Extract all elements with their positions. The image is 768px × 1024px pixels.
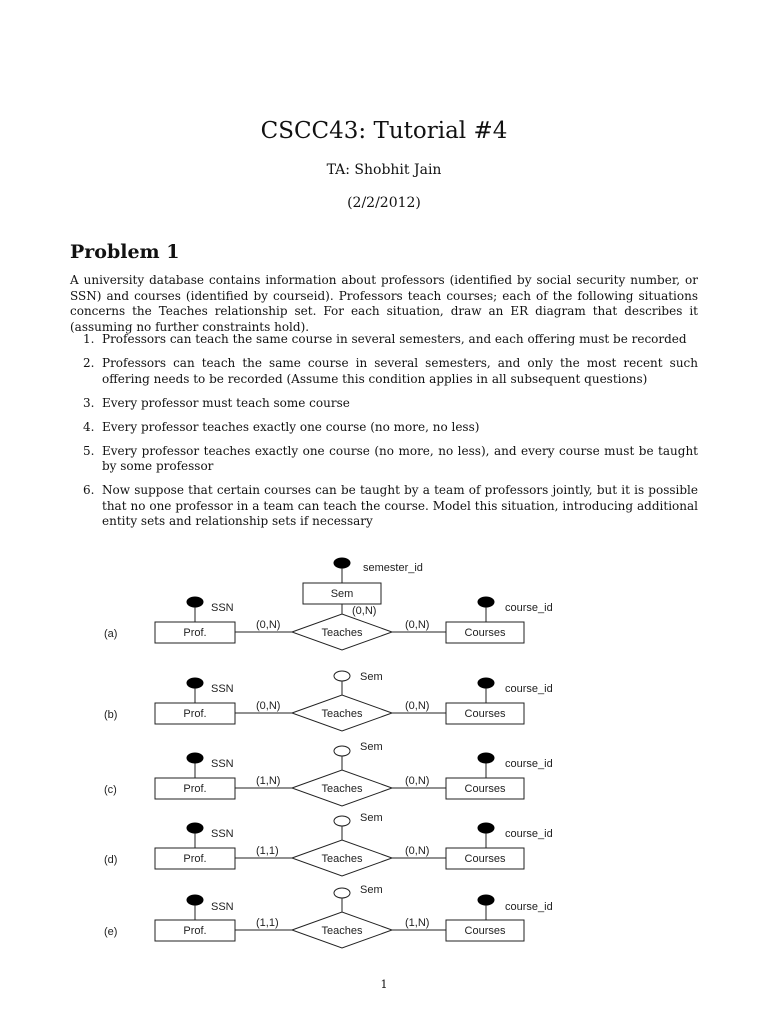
question-item [70,396,698,412]
key-attribute-icon [187,678,203,688]
er-diagram-c [104,741,553,806]
question-number: 4. [83,419,95,434]
question-item [70,483,698,530]
attribute-icon [334,746,350,756]
er-diagram-d [104,812,553,876]
courses-label: Courses [464,925,506,937]
right-cardinality: (0,N) [405,619,430,631]
sem-attribute-label: Sem [360,741,383,753]
sem-attribute-label: Sem [360,812,383,824]
question-text: Professors can teach the same course in several semesters, and only the most recent such offering needs to be recorded (Assume this condition applies in all subsequent questions) [102,356,698,386]
right-cardinality: (0,N) [405,775,430,787]
ssn-label: SSN [211,602,234,614]
key-attribute-icon [334,558,350,568]
attribute-icon [334,816,350,826]
right-cardinality: (1,N) [405,917,430,929]
er-diagram-e [104,884,553,948]
diagram-letter: (e) [104,926,118,938]
courses-label: Courses [464,708,506,720]
question-text: Professors can teach the same course in several semesters, and each offering must be recorded [102,332,687,346]
key-attribute-icon [478,753,494,763]
er-diagrams [0,550,768,960]
key-attribute-icon [478,597,494,607]
question-text: Now suppose that certain courses can be taught by a team of professors jointly, but it is possible that no one professor in a team can teach the course. Model this situation, introducing additional entity sets and relationship sets if necessary [102,483,698,528]
prof-label: Prof. [183,627,207,639]
right-cardinality: (0,N) [405,700,430,712]
document-title: CSCC43: Tutorial #4 [260,118,508,144]
teaches-label: Teaches [321,708,363,720]
courses-label: Courses [464,783,506,795]
sem-attribute-label: Sem [360,884,383,896]
left-cardinality: (0,N) [256,619,281,631]
course-id-label: course_id [505,683,553,695]
ssn-label: SSN [211,901,234,913]
attribute-icon [334,888,350,898]
left-cardinality: (1,1) [256,845,279,857]
problem-intro: A university database contains information about professors (identified by social security number, or SSN) and courses (identified by courseid). Professors teach courses; each of the following situations concerns the Teaches relationship set. For each situation, draw an ER diagram that describes it (assuming no further constraints hold). [70,273,698,334]
attribute-icon [334,671,350,681]
left-cardinality: (1,1) [256,917,279,929]
sem-label: Sem [330,588,354,600]
semester-id-label: semester_id [363,562,423,574]
prof-label: Prof. [183,853,207,865]
right-cardinality: (0,N) [405,845,430,857]
problem-heading: Problem 1 [70,241,180,263]
er-diagram-b [104,671,553,731]
prof-label: Prof. [183,925,207,937]
key-attribute-icon [187,823,203,833]
diagram-letter: (d) [104,854,118,866]
question-item [70,444,698,475]
key-attribute-icon [187,753,203,763]
page-number: 1 [380,978,388,991]
sem-attribute-label: Sem [360,671,383,683]
teaches-label: Teaches [321,627,363,639]
key-attribute-icon [478,823,494,833]
courses-label: Courses [464,853,506,865]
course-id-label: course_id [505,758,553,770]
prof-label: Prof. [183,708,207,720]
key-attribute-icon [187,597,203,607]
question-text: Every professor teaches exactly one course (no more, no less) [102,419,480,434]
question-item [70,420,698,436]
left-cardinality: (1,N) [256,775,281,787]
key-attribute-icon [478,678,494,688]
question-number: 2. [83,356,95,370]
question-text: Every professor teaches exactly one course (no more, no less), and every course must be taught by some professor [102,443,698,473]
teaches-label: Teaches [321,783,363,795]
course-id-label: course_id [505,901,553,913]
teaches-label: Teaches [321,853,363,865]
question-number: 6. [83,483,95,497]
ssn-label: SSN [211,758,234,770]
diagram-letter: (c) [104,784,117,796]
question-number: 3. [83,395,95,410]
question-number: 5. [83,443,95,458]
left-cardinality: (0,N) [256,700,281,712]
prof-label: Prof. [183,783,207,795]
teaches-label: Teaches [321,925,363,937]
ssn-label: SSN [211,828,234,840]
question-number: 1. [83,332,95,346]
key-attribute-icon [187,895,203,905]
question-item [70,356,698,387]
course-id-label: course_id [505,828,553,840]
ssn-label: SSN [211,683,234,695]
sem-cardinality: (0,N) [352,605,377,617]
key-attribute-icon [478,895,494,905]
tutorial-date: (2/2/2012) [347,195,421,211]
courses-label: Courses [464,627,506,639]
ta-name: TA: Shobhit Jain [326,162,442,178]
diagram-letter: (b) [104,709,118,721]
question-list [70,332,698,538]
course-id-label: course_id [505,602,553,614]
question-item [70,332,698,348]
diagram-letter: (a) [104,628,118,640]
er-diagram-a [104,558,553,650]
question-text: Every professor must teach some course [102,395,350,410]
